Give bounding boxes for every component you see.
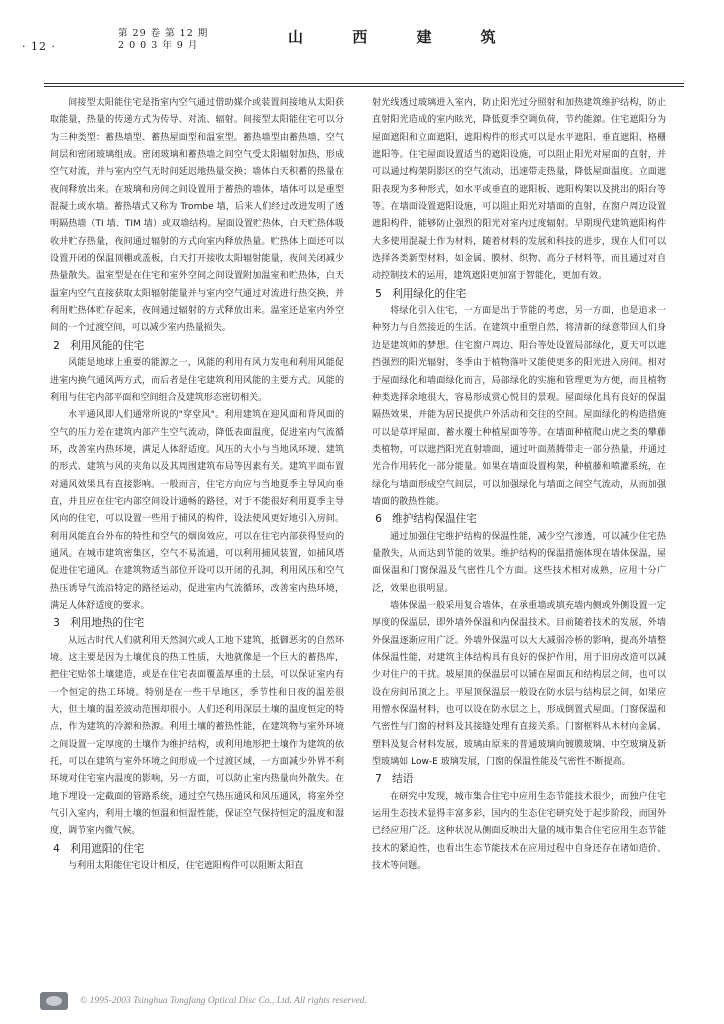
header-rule-thin <box>44 86 684 87</box>
journal-title: 山 西 建 筑 <box>288 28 518 46</box>
paragraph: 射光线透过玻璃进入室内，防止阳光过分照射和加热建筑维护结构，防止直射阳光造成的室内眩光，降低夏季空调负荷，节约能源。住宅遮阳分为屋面遮阳和立面遮阳，遮阳构件的形式可以是水平遮阳、垂直遮阳、格栅遮阳等。住宅屋面设置适当的遮阳设施，可以阻止阳光对屋面的直射，并可以通过构架阴影区的空气流动，迅速带走热量，降低屋面温度。立面遮阳表现为多种形式，如水平或垂直的遮阳板、遮阳构架以及挑出的阳台等等。在墙面设置遮阳设施，可以阻止阳光对墙面的直射，在窗户周边设置遮阳构件，能够防止强烈的阳光对室内过度辐射。早期现代建筑遮阳构件大多使用混凝土作为材料，随着材料的发展和科技的进步，现在人们可以选择各类新型材料，如金属、膜材、织物、高分子材料等，而且通过对自动控制技术的运用，建筑遮阳更加富于智能化，更加有效。 <box>372 98 666 282</box>
copyright-notice: © 1995-2003 Tsinghua Tongfang Optical Disc Co., Ltd. All rights reserved. <box>80 996 367 1006</box>
section-number: 6 <box>375 513 382 526</box>
section-number: 3 <box>53 617 60 630</box>
section-heading <box>50 615 344 632</box>
section-heading <box>372 511 666 528</box>
section-number: 4 <box>53 842 60 855</box>
paragraph: 通过加强住宅维护结构的保温性能，减少空气渗透，可以减少住宅热量散失，从而达到节能的效果。维护结构的保温措施体现在墙体保温，屋面保温和门窗保温及气密性几个方面。这些技术相对成熟，应用十分广泛，效果也很明显。 <box>372 531 666 594</box>
section-heading <box>50 841 344 858</box>
section-heading <box>50 338 344 355</box>
volume-issue: 第 29 卷 第 12 期 <box>118 28 209 39</box>
section-number: 7 <box>375 773 382 786</box>
section-title: 利用绿化的住宅 <box>392 287 467 300</box>
paragraph: 风能是地球上重要的能源之一，风能的利用有风力发电和利用风能促进室内换气通风两方式，而后者是住宅建筑利用风能的主要方式。风能的利用与住宅内部平面和空间组合及建筑形态密切相关。 <box>50 358 344 403</box>
publisher-logo-icon <box>40 992 68 1010</box>
issue-date: 2 0 0 3 年 9 月 <box>118 40 199 51</box>
paragraph: 在研究中发现，城市集合住宅中应用生态节能技术很少，而独户住宅运用生态技术显得丰富多彩，国内的生态住宅研究处于起步阶段，而国外已经应用广泛。这种状况从侧面反映出大量的城市集合住宅应用生态节能技术的紧迫性，也看出生态节能技术在应用过程中自身还存在诸如造价、技术等问题。 <box>372 791 666 872</box>
paragraph: 将绿化引入住宅，一方面是出于节能的考虑，另一方面，也是追求一种努力与自然接近的生活。在建筑中重塑自然，将清新的绿意带回人们身边是建筑师的梦想。住宅窗户周边、阳台等处设置局部绿化，夏天可以遮挡强烈的阳光辐射，冬季由于植物落叶又能使更多的阳光进入房间。相对于屋面绿化和墙面绿化而言，局部绿化的实施和管理更为方便，而且植物种类选择余地很大，容易形成赏心悦目的景观。屋面绿化具有良好的保温隔热效果，并能为居民提供户外活动和交往的空间。屋面绿化的构造措施可以是草坪屋面、蓄水覆土种植屋面等等。在墙面种植爬山虎之类的攀藤类植物，可以遮挡阳光直射墙面，通过叶面蒸腾带走一部分热量，并通过光合作用转化一部分能量。如果在墙面设置构架，种植藤和喷灌系统，在绿化与墙面形成空气间层，可以加强绿化与墙面之间空气流动，从而加强墙面的散热性能。 <box>372 306 666 507</box>
page-number: · 12 · <box>22 40 56 53</box>
section-heading <box>372 286 666 303</box>
paragraph: 与利用太阳能住宅设计相反，住宅遮阳构件可以阻断太阳直 <box>68 861 304 872</box>
section-title: 利用遮阳的住宅 <box>70 842 145 855</box>
paragraph: 间接型太阳能住宅是指室内空气通过借助媒介或装置间接地从太阳获取能量，热量的传递方式为传导、对流、辐射。间接型太阳能住宅可以分为三种类型：蓄热墙型、蓄热屋面型和温室型。蓄热墙型由蓄热墙、空气间层和密闭玻璃组成。密闭玻璃和蓄热墙之间空气受太阳辐射加热，形成空气对流，并与室内空气无时间延迟地热量交换；墙体白天积蓄的热量在夜间释放出来。在玻璃和房间之间设置用于蓄热的墙体，墙体可以是重型混凝土或水墙。蓄热墙式又称为 Trombe 墙，后来人们经过改进发明了透明隔热墙（TI 墙、TIM 墙）或双墙结构。屋面设置贮热体，白天贮热体吸收并贮存热量，夜间通过辐射的方式向室内释放热量。贮热体上面还可以设置开闭的保温顶棚或盖板，白天打开接收太阳辐射能量，夜间关闭减少热量散失。温室型是在住宅和室外空间之间设置附加温室和贮热体，白天温室内空气直接获取太阳辐射能量并与室内空气通过对流进行热交换，并利用贮热体贮存起来，夜间通过辐射的方式释放出来。温室还是室内外空间的一个过渡空间，可以减少室内热量损失。 <box>50 98 344 334</box>
header-rule-thick <box>44 83 684 84</box>
section-number: 5 <box>375 287 382 300</box>
paragraph: 从远古时代人们就利用天然洞穴或人工地下建筑，抵御恶劣的自然环境。这主要是因为土壤优良的热工性质，大地就像是一个巨大的蓄热库，把住宅贴邻土壤建造，或是在住宅表面覆盖厚重的土层，可以保证室内有一个恒定的热工环境。特别是在一些干旱地区，季节性和日夜的温差很大，但土壤的温差波动范围却很小。人们还利用深层土壤的温度恒定的特点，作为建筑的冷源和热源。利用土壤的蓄热性能，在建筑物与室外环境之间设置一定厚度的土壤作为维护结构，或利用地形把土壤作为建筑的依托，可以在建筑与室外环境之间形成一个过渡区域，一方面减少外界不利环境对住宅室内温度的影响，另一方面，可以防止室内热量向外散失。在地下埋设一定截面的管路系统，通过空气热压通风和风压通风，将室外空气引入室内，利用土壤的恒温和恒湿性能，保证空气保持恒定的温度和湿度，调节室内微气候。 <box>50 635 344 837</box>
section-title: 结语 <box>392 773 414 786</box>
section-title: 利用风能的住宅 <box>70 339 145 352</box>
section-title: 利用地热的住宅 <box>70 617 145 630</box>
right-column <box>372 95 666 975</box>
section-number: 2 <box>53 339 60 352</box>
left-column <box>50 95 344 975</box>
section-title: 维护结构保温住宅 <box>392 513 477 526</box>
issue-info <box>118 28 208 52</box>
section-heading <box>372 771 666 788</box>
paragraph: 墙体保温一般采用复合墙体，在承重墙或填充墙内侧或外侧设置一定厚度的保温层，即外墙外保温和内保温技术。目前随着技术的发展，外墙外保温逐渐应用广泛。外墙外保温可以大大减弱冷桥的影响，提高外墙整体保温性能，对建筑主体结构具有良好的保护作用，用于旧房改造可以减少对住户的干扰。坡屋顶的保温层可以铺在屋面瓦和结构层之间，也可以设在房间吊顶之上。平屋顶保温层一般设在防水层与结构层之间，如果应用憎水保温材料，也可以设在防水层之上，形成倒置式屋面。门窗保温和气密性与门窗的材料及其接缝处理有直接关系。门窗框料从木材向金属、塑料及复合材料发展，玻璃由原来的普通玻璃向镀膜玻璃、中空玻璃及新型玻璃如 Low-E 玻璃发展，门窗的保温性能及气密性不断提高。 <box>372 600 666 768</box>
paragraph: 水平通风即人们通常所说的"穿堂风"。利用建筑在迎风面和背风面的空气的压力差在建筑内部产生空气流动，降低表面温度，促进室内气流循环，改善室内热环境，满足人体舒适度。风压的大小与当地风环境、建筑的形式、建筑与风的夹角以及其周围建筑布局等因素有关。建筑平面布置对通风效果具有直接影响。一般而言，住宅方向应与当地夏季主导风向垂直，并且应在住宅内部空间设计通畅的路径，对于不能很好利用夏季主导风向的住宅，可以设置一些用于捕风的构件，设法使风更好地引入房间。利用风能直台外布的特性和空气的烟囱效应，可以在住宅内部获得竖向的通风。在城市建筑密集区，空气不易流通，可以利用捕风装置，如捕风塔促进住宅通风。在建筑物适当部位开设可以开闭的孔洞，利用风压和空气热压诱导气流沿特定的路径运动，促进室内气流循环，改善室内热环境，满足人体舒适度的要求。 <box>50 410 344 611</box>
page-footer <box>40 990 680 1014</box>
